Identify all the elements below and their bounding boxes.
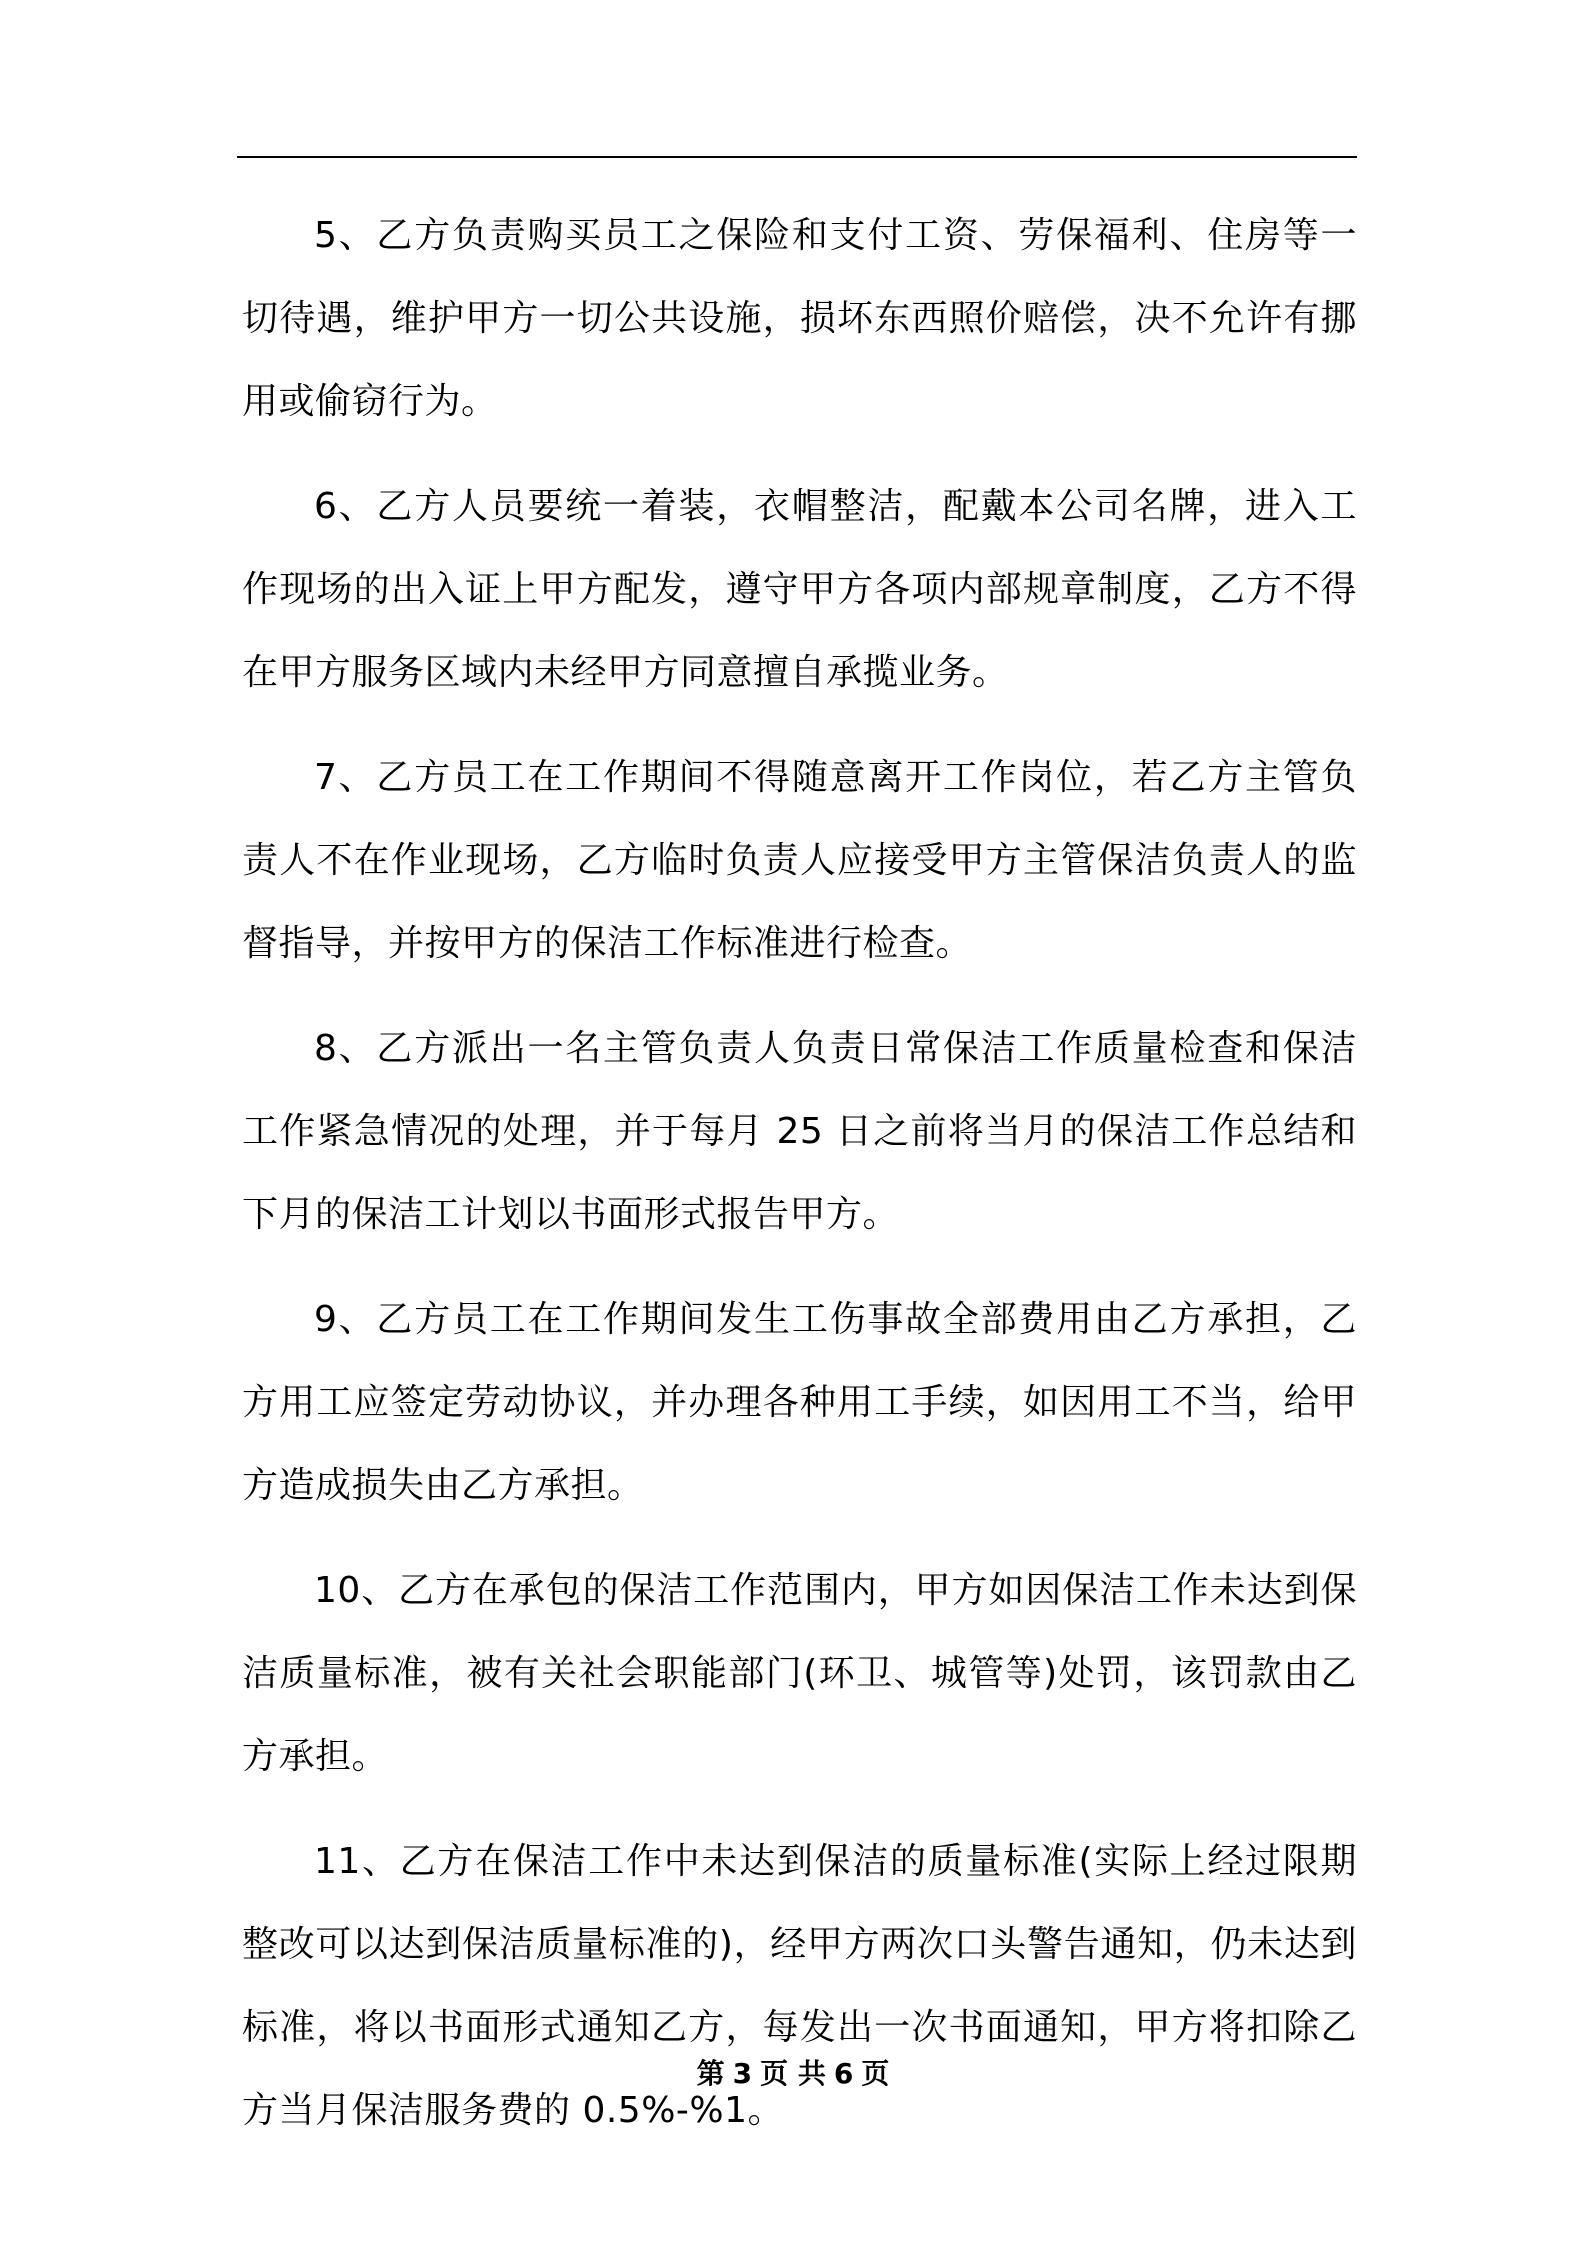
footer-prefix: 第	[696, 2057, 725, 2090]
header-rule	[237, 156, 1357, 158]
clause-9: 9、乙方员工在工作期间发生工伤事故全部费用由乙方承担，乙方用工应签定劳动协议，并办理各种用工手续，如因用工不当，给甲方造成损失由乙方承担。	[242, 1299, 1357, 1506]
clause-6: 6、乙方人员要统一着装，衣帽整洁，配戴本公司名牌，进入工作现场的出入证上甲方配发，遵守甲方各项内部规章制度，乙方不得在甲方服务区域内未经甲方同意擅自承揽业务。	[242, 486, 1357, 693]
footer-middle: 页 共	[760, 2057, 826, 2090]
clause-11: 11、乙方在保洁工作中未达到保洁的质量标准(实际上经过限期整改可以达到保洁质量标准的)，经甲方两次口头警告通知，仍未达到标准，将以书面形式通知乙方，每发出一次书面通知，甲方将扣除乙方当月保洁服务费的 0.5%-%1。	[242, 1841, 1357, 2131]
current-page-number: 3	[732, 2057, 753, 2090]
clause-7: 7、乙方员工在工作期间不得随意离开工作岗位，若乙方主管负责人不在作业现场，乙方临时负责人应接受甲方主管保洁负责人的监督指导，并按甲方的保洁工作标准进行检查。	[242, 757, 1357, 964]
page-footer	[0, 2052, 1586, 2092]
clause-10: 10、乙方在承包的保洁工作范围内，甲方如因保洁工作未达到保洁质量标准，被有关社会职能部门(环卫、城管等)处罚，该罚款由乙方承担。	[242, 1570, 1357, 1777]
document-body	[242, 194, 1357, 2174]
clause-8: 8、乙方派出一名主管负责人负责日常保洁工作质量检查和保洁工作紧急情况的处理，并于每月 25 日之前将当月的保洁工作总结和下月的保洁工计划以书面形式报告甲方。	[242, 1028, 1357, 1235]
footer-suffix: 页	[861, 2057, 890, 2090]
clause-5: 5、乙方负责购买员工之保险和支付工资、劳保福利、住房等一切待遇，维护甲方一切公共设施，损坏东西照价赔偿，决不允许有挪用或偷窃行为。	[242, 215, 1357, 422]
total-pages-number: 6	[833, 2057, 854, 2090]
